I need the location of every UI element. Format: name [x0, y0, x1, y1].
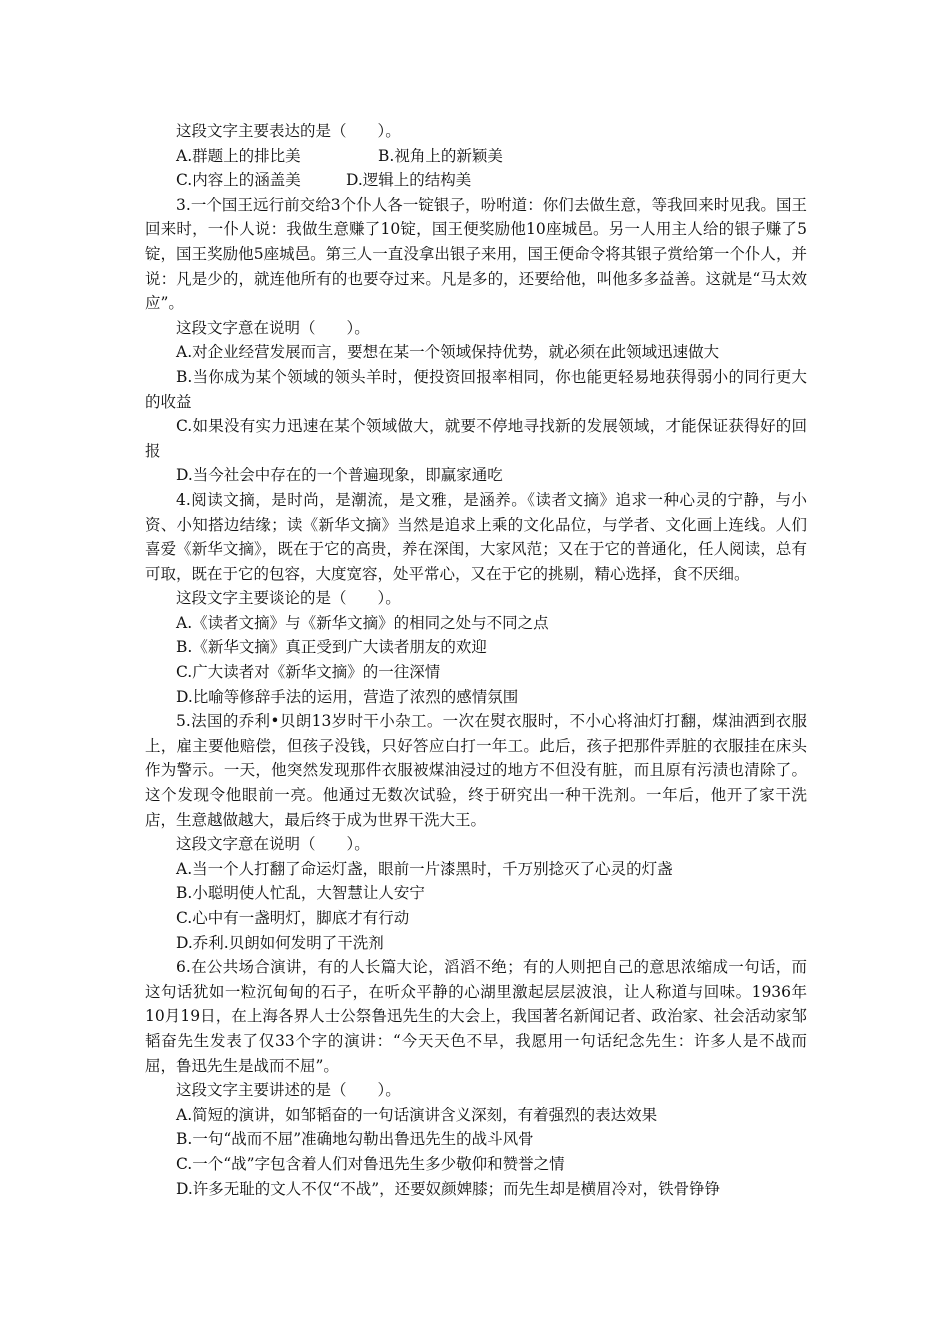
q2-stem: 这段文字主要表达的是（ ）。: [176, 122, 401, 140]
q2-option-c: C.内容上的涵盖美: [176, 171, 301, 190]
q6-option-d: D.许多无耻的文人不仅“不战”，还要奴颜婢膝；而先生却是横眉冷对，铁骨铮铮: [176, 1179, 721, 1198]
q4-option-b: B.《新华文摘》真正受到广大读者朋友的欢迎: [176, 638, 487, 657]
q6-option-a: A.简短的演讲，如邹韬奋的一句话演讲含义深刻，有着强烈的表达效果: [176, 1105, 658, 1124]
q2-options-row-1: [145, 144, 807, 169]
q6-stem: 这段文字主要讲述的是（ ）。: [176, 1081, 401, 1100]
q2-option-d: D.逻辑上的结构美: [346, 171, 472, 190]
q2-options-row-2: [145, 168, 807, 193]
q3-stem: 这段文字意在说明（ ）。: [176, 318, 370, 337]
q6-passage: 6.在公共场合演讲，有的人长篇大论，滔滔不绝；有的人则把自己的意思浓缩成一句话，而这句话犹如一粒沉甸甸的石子，在听众平静的心湖里激起层层波浪，让人称道与回味。1936年10月19日，在上海各界人士公祭鲁迅先生的大会上，我国著名新闻记者、政治家、社会活动家邹韬奋先生发表了仅33个字的演讲：“今天天色不早，我愿用一句话纪念先生：许多人是不战而屈，鲁迅先生是战而不屈”。: [145, 958, 807, 1075]
q3-passage: 3.一个国王远行前交给3个仆人各一锭银子，吩咐道：你们去做生意，等我回来时见我。国王回来时，一仆人说：我做生意赚了10锭，国王便奖励他10座城邑。另一人用主人给的银子赚了5锭，国王奖励他5座城邑。第三人一直没拿出银子来用，国王便命令将其银子赏给第一个仆人，并说：凡是少的，就连他所有的也要夺过来。凡是多的，还要给他，叫他多多益善。这就是“马太效应”。: [145, 195, 807, 313]
document-page: [145, 119, 807, 1201]
q4-option-c: C.广大读者对《新华文摘》的一往深情: [176, 663, 441, 682]
q4-passage: 4.阅读文摘，是时尚，是潮流，是文雅，是涵养。《读者文摘》追求一种心灵的宁静，与小资、小知搭边结缘；读《新华文摘》当然是追求上乘的文化品位，与学者、文化画上连线。人们喜爱《新华文摘》，既在于它的高贵，养在深闺，大家风范；又在于它的普通化，任人阅读，总有可取，既在于它的包容，大度宽容，处平常心，又在于它的挑剔，精心选择，食不厌细。: [145, 490, 807, 583]
q4-option-a: A.《读者文摘》与《新华文摘》的相同之处与不同之点: [176, 613, 549, 632]
q5-stem: 这段文字意在说明（ ）。: [176, 835, 370, 854]
q3-option-d: D.当今社会中存在的一个普遍现象，即赢家通吃: [176, 466, 503, 485]
q5-option-c: C.心中有一盏明灯，脚底才有行动: [176, 909, 410, 927]
q5-option-b: B.小聪明使人忙乱，大智慧让人安宁: [176, 884, 425, 903]
q3-option-b: B.当你成为某个领域的领头羊时，便投资回报率相同，你也能更轻易地获得弱小的同行更大的收益: [145, 367, 807, 411]
q6-option-c: C.一个“战”字包含着人们对鲁迅先生多少敬仰和赞誉之情: [176, 1154, 565, 1173]
q6-option-b: B.一句“战而不屈”准确地勾勒出鲁迅先生的战斗风骨: [176, 1130, 534, 1149]
q2-option-a: A.群题上的排比美: [176, 146, 301, 165]
q4-stem: 这段文字主要谈论的是（ ）。: [176, 589, 401, 608]
q5-passage: 5.法国的乔利•贝朗13岁时干小杂工。一次在熨衣服时，不小心将油灯打翻，煤油洒到衣服上，雇主要他赔偿，但孩子没钱，只好答应白打一年工。此后，孩子把那件弄脏的衣服挂在床头作为警示。一天，他突然发现那件衣服被煤油浸过的地方不但没有脏，而且原有污渍也清除了。这个发现令他眼前一亮。他通过无数次试验，终于研究出一种干洗剂。一年后，他开了家干洗店，生意越做越大，最后终于成为世界干洗大王。: [145, 712, 807, 829]
q2-option-b: B.视角上的新颖美: [378, 146, 503, 165]
q3-option-a: A.对企业经营发展而言，要想在某一个领域保持优势，就必须在此领域迅速做大: [176, 343, 720, 362]
q4-option-d: D.比喻等修辞手法的运用，营造了浓烈的感情氛围: [176, 687, 519, 706]
q5-option-d: D.乔利.贝朗如何发明了干洗剂: [176, 933, 384, 952]
q3-option-c: C.如果没有实力迅速在某个领域做大，就要不停地寻找新的发展领域，才能保证获得好的回报: [145, 417, 807, 460]
q5-option-a: A.当一个人打翻了命运灯盏，眼前一片漆黑时，千万别捻灭了心灵的灯盏: [176, 859, 673, 878]
